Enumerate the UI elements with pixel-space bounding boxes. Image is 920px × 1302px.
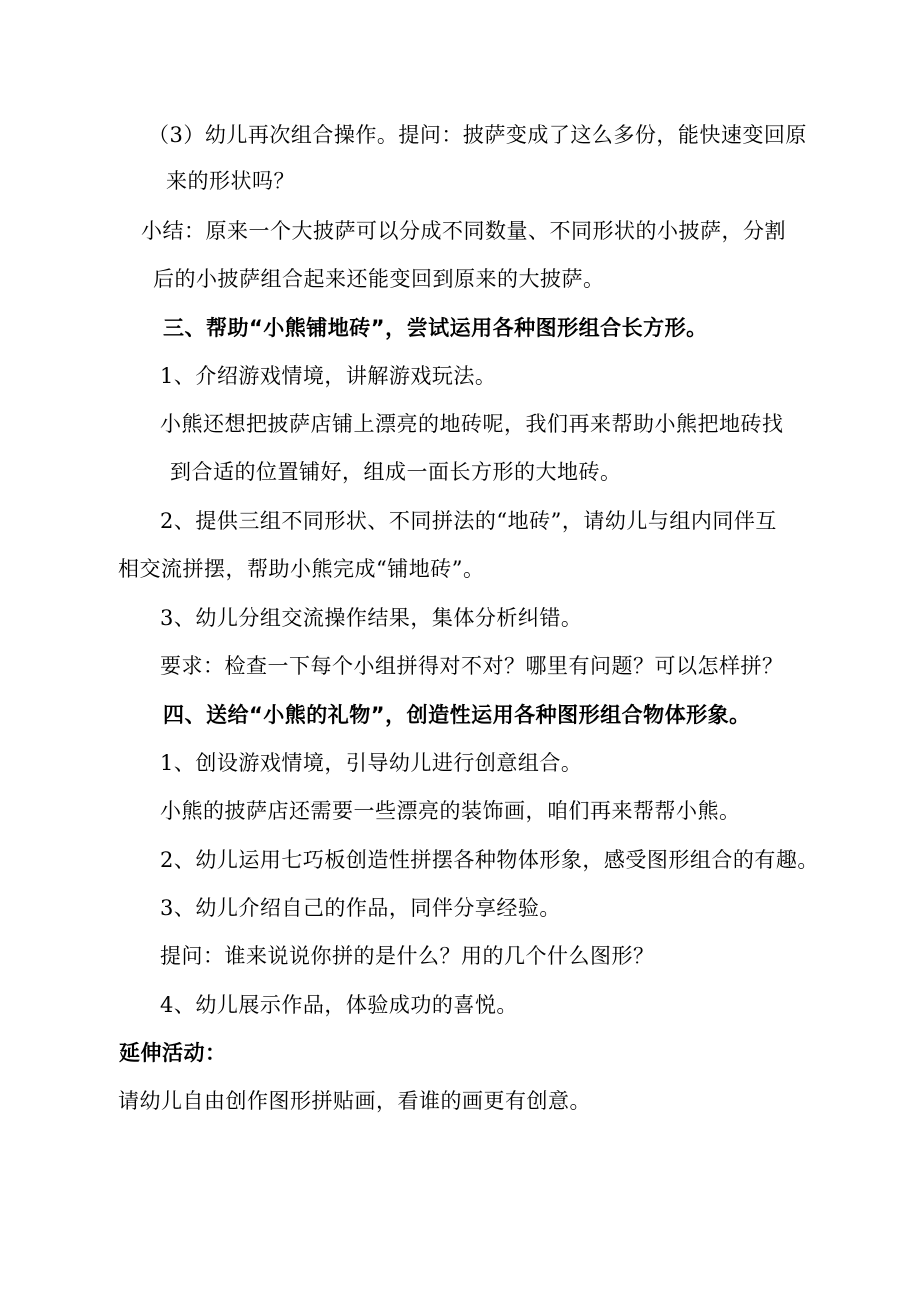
paragraph-line-item4: 4、幼儿展示作品，体验成功的喜悦。 bbox=[160, 993, 518, 1017]
extension-heading: 延伸活动： bbox=[119, 1041, 227, 1065]
paragraph-line-question: 提问：谁来说说你拼的是什么？用的几个什么图形？ bbox=[160, 944, 655, 968]
section-heading-four: 四、送给“小熊的礼物”，创造性运用各种图形组合物体形象。 bbox=[163, 703, 751, 727]
paragraph-line-item3b: 3、幼儿介绍自己的作品，同伴分享经验。 bbox=[160, 896, 561, 920]
paragraph-line-step3-cont: 来的形状吗？ bbox=[166, 169, 295, 193]
section-heading-three: 三、帮助“小熊铺地砖”，尝试运用各种图形组合长方形。 bbox=[163, 316, 708, 340]
paragraph-line-requirement: 要求：检查一下每个小组拼得对不对？哪里有问题？可以怎样拼？ bbox=[160, 654, 784, 678]
paragraph-line-item3: 3、幼儿分组交流操作结果，集体分析纠错。 bbox=[160, 606, 583, 630]
paragraph-line-item2b: 2、幼儿运用七巧板创造性拼摆各种物体形象，感受图形组合的有趣。 bbox=[160, 848, 819, 872]
paragraph-line-item2: 2、提供三组不同形状、不同拼法的“地砖”，请幼儿与组内同伴互 bbox=[160, 509, 777, 533]
paragraph-line-item1: 1、介绍游戏情境，讲解游戏玩法。 bbox=[160, 364, 497, 388]
paragraph-line-bear-tiles-cont: 到合适的位置铺好，组成一面长方形的大地砖。 bbox=[170, 460, 622, 484]
paragraph-line-item1b: 1、创设游戏情境，引导幼儿进行创意组合。 bbox=[160, 751, 583, 775]
paragraph-line-bear-tiles: 小熊还想把披萨店铺上漂亮的地砖呢，我们再来帮助小熊把地砖找 bbox=[160, 412, 784, 436]
paragraph-line-summary: 小结：原来一个大披萨可以分成不同数量、不同形状的小披萨，分割 bbox=[141, 219, 786, 243]
paragraph-line-summary-cont: 后的小披萨组合起来还能变回到原来的大披萨。 bbox=[153, 267, 605, 291]
paragraph-line-extension: 请幼儿自由创作图形拼贴画，看谁的画更有创意。 bbox=[118, 1089, 591, 1113]
paragraph-line-step3: （3）幼儿再次组合操作。提问：披萨变成了这么多份，能快速变回原 bbox=[148, 123, 807, 147]
paragraph-line-decor: 小熊的披萨店还需要一些漂亮的装饰画，咱们再来帮帮小熊。 bbox=[160, 799, 741, 823]
paragraph-line-item2-cont: 相交流拼摆，帮助小熊完成“铺地砖”。 bbox=[118, 557, 485, 581]
